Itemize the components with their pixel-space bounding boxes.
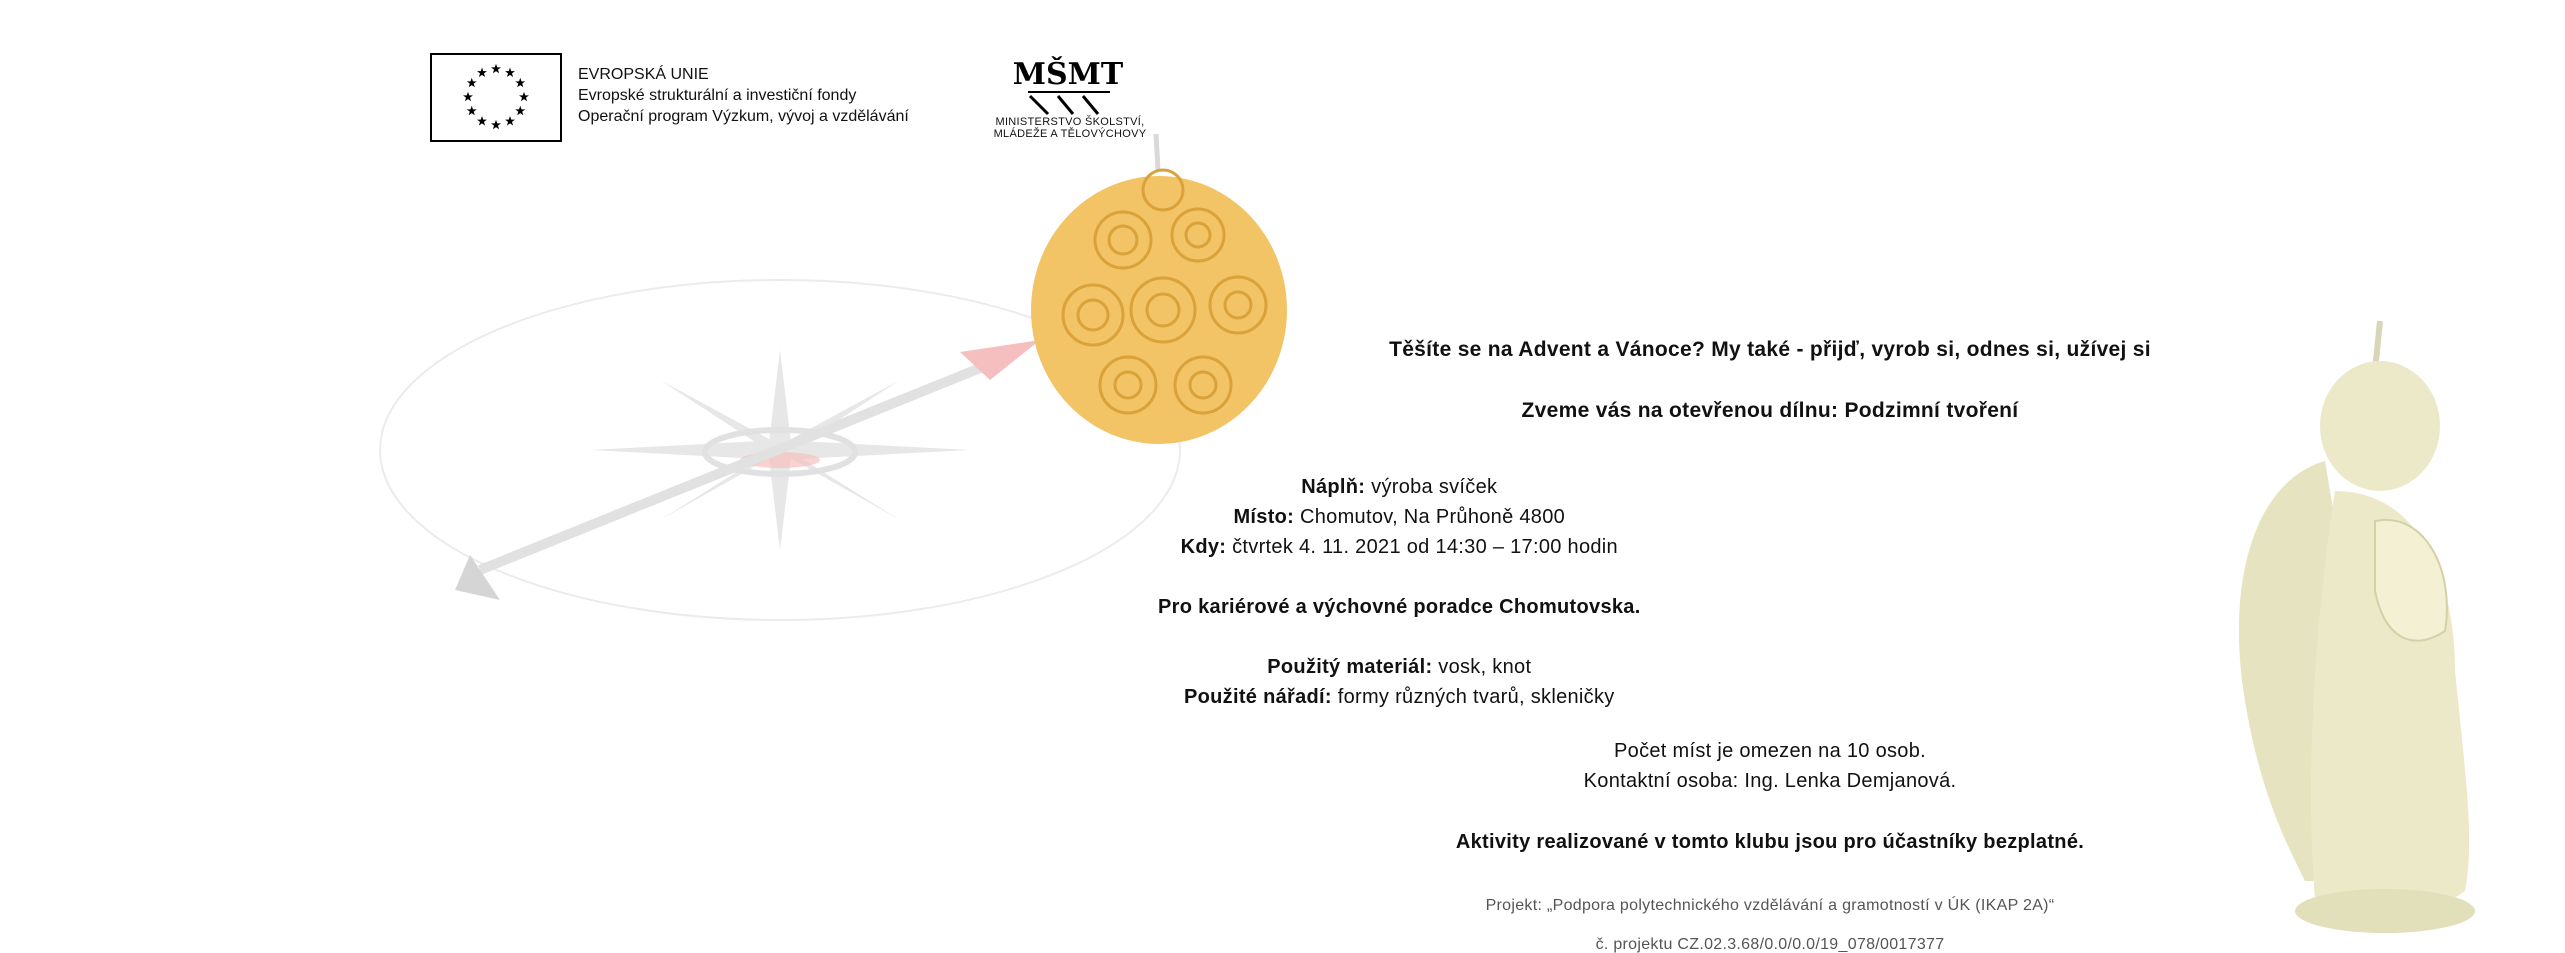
eu-star-icon [491, 120, 501, 129]
audience-text: Pro kariérové a výchovné poradce Chomutovska. [1158, 596, 1641, 618]
tools-label: Použité nářadí: [1184, 686, 1332, 708]
place-value: Chomutov, Na Průhoně 4800 [1294, 506, 1566, 528]
msmt-line-2: MLÁDEŽE A TĚLOVÝCHOVY [993, 128, 1147, 140]
content-label: Náplň: [1301, 476, 1366, 498]
time-label: Kdy: [1180, 536, 1227, 558]
eu-logo-text [578, 64, 909, 127]
eu-star-icon [477, 68, 487, 77]
tools-value: formy různých tvarů, skleničky [1331, 686, 1615, 708]
msmt-logo [1012, 56, 1124, 116]
detail-tools [1158, 682, 1641, 712]
eu-star-icon [467, 106, 477, 115]
material-value: vosk, knot [1432, 656, 1532, 678]
msmt-line-1: MINISTERSTVO ŠKOLSTVÍ, [995, 116, 1145, 128]
msmt-logo-text [975, 116, 2151, 953]
detail-material [1158, 652, 1641, 682]
rose-ball-candle-image [1023, 130, 1299, 446]
eu-star-icon [467, 78, 477, 87]
eu-name: EVROPSKÁ UNIE [578, 66, 709, 83]
project-name: Projekt: „Podpora polytechnického vzdělávání a gramotností v ÚK (IKAP 2A)“ [1485, 897, 2055, 914]
eu-star-icon [477, 116, 487, 125]
content-value: výroba svíček [1365, 476, 1498, 498]
eu-stars-icon [432, 55, 560, 140]
free-activities-note: Aktivity realizované v tomto klubu jsou pro účastníky bezplatné. [1455, 831, 2085, 853]
eu-star-icon [515, 106, 525, 115]
headline-workshop: Zveme vás na otevřenou dílnu: Podzimní tvoření [1521, 399, 2019, 422]
place-label: Místo: [1233, 506, 1295, 528]
capacity-note: Počet míst je omezen na 10 osob. [1614, 740, 1926, 762]
eu-star-icon [505, 116, 515, 125]
headline-advent: Těšíte se na Advent a Vánoce? My také - přijď, vyrob si, odnes si, užívej si [1389, 338, 2151, 361]
eu-star-icon [491, 64, 501, 73]
detail-time [1158, 532, 1641, 562]
event-details [1158, 472, 1641, 712]
msmt-mark-text: MŠMT [1012, 57, 1124, 92]
eu-star-icon [519, 92, 529, 101]
detail-audience [1158, 592, 1641, 622]
material-label: Použitý materiál: [1267, 656, 1433, 678]
eu-star-icon [463, 92, 473, 101]
eu-star-icon [515, 78, 525, 87]
detail-place [1158, 502, 1641, 532]
project-number: č. projektu CZ.02.3.68/0.0/0.0/19_078/0017377 [1595, 936, 1945, 953]
contact-person: Kontaktní osoba: Ing. Lenka Demjanová. [1583, 770, 1957, 792]
eu-program: Operační program Výzkum, vývoj a vzdělávání [578, 108, 909, 125]
eu-flag-logo [430, 53, 562, 142]
time-value: čtvrtek 4. 11. 2021 od 14:30 – 17:00 hodin [1226, 536, 1618, 558]
eu-star-icon [505, 68, 515, 77]
detail-content [1158, 472, 1641, 502]
eu-funds: Evropské strukturální a investiční fondy [578, 87, 857, 104]
